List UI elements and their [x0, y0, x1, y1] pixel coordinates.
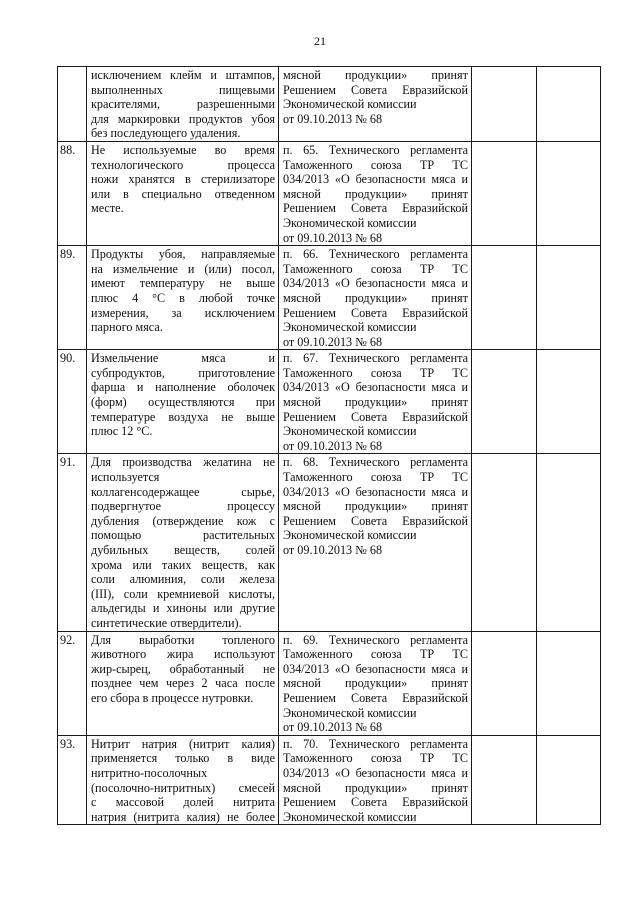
empty-cell-1: [472, 454, 537, 631]
empty-cell-1: [472, 67, 537, 142]
requirement-line: или в специально отведенном: [91, 186, 275, 201]
requirement-line: жир-сырец, обработанный не: [91, 661, 275, 676]
reference-cell: [279, 735, 472, 825]
requirement-cell: [87, 246, 279, 350]
reference-line: п. 70. Технического регламента: [283, 736, 468, 751]
reference-line: п. 67. Технического регламента: [283, 351, 468, 366]
reference-cell: [279, 631, 472, 735]
requirement-line: плюс 4 °С в любой точке: [91, 290, 275, 305]
reference-line: мясной продукции» принят: [283, 186, 468, 201]
reference-cell: [279, 454, 472, 631]
requirement-line: красителями, разрешенными: [91, 97, 275, 112]
empty-cell-2: [537, 631, 601, 735]
reference-line: Экономической комиссии: [283, 215, 417, 230]
reference-line: Таможенного союза ТР ТС: [283, 157, 468, 172]
requirement-line: фарша и наполнение оболочек: [91, 380, 275, 395]
reference-line: Таможенного союза ТР ТС: [283, 261, 468, 276]
row-number: 90.: [58, 350, 87, 454]
requirement-line: альдегиды и хиноны или другие: [91, 601, 275, 616]
requirement-line: хрома или таких веществ, как: [91, 557, 275, 572]
reference-line: п. 68. Технического регламента: [283, 455, 468, 470]
reference-line: п. 65. Технического регламента: [283, 142, 468, 157]
reference-line: от 09.10.2013 № 68: [283, 438, 383, 453]
reference-line: 034/2013 «О безопасности мяса и: [283, 380, 468, 395]
requirement-cell: [87, 454, 279, 631]
reference-line: Таможенного союза ТР ТС: [283, 751, 468, 766]
requirement-line: Продукты убоя, направляемые: [91, 247, 275, 262]
reference-line: 034/2013 «О безопасности мяса и: [283, 661, 468, 676]
requirement-line: Для производства желатина не: [91, 455, 275, 470]
empty-cell-1: [472, 141, 537, 245]
requirement-line: дубильных веществ, солей: [91, 543, 275, 557]
row-number: 92.: [58, 631, 87, 735]
requirements-table-body: [58, 67, 601, 825]
reference-line: Решением Совета Евразийской: [283, 795, 468, 810]
requirement-line: с массовой долей нитрита: [91, 795, 275, 810]
requirement-line: позднее чем через 2 часа после: [91, 676, 275, 691]
table-row: [58, 454, 601, 631]
row-number: [58, 67, 87, 142]
reference-line: п. 66. Технического регламента: [283, 247, 468, 262]
reference-line: от 09.10.2013 № 68: [283, 230, 383, 245]
reference-line: мясной продукции» принят: [283, 780, 468, 795]
requirement-line: без последующего удаления.: [91, 126, 241, 141]
empty-cell-2: [537, 735, 601, 825]
empty-cell-1: [472, 350, 537, 454]
requirement-line: (форм) осуществляются при: [91, 395, 275, 410]
reference-line: Таможенного союза ТР ТС: [283, 365, 468, 380]
reference-cell: [279, 141, 472, 245]
requirement-line: плюс 12 °С.: [91, 424, 153, 439]
reference-cell: [279, 67, 472, 142]
table-row: [58, 631, 601, 735]
reference-line: 034/2013 «О безопасности мяса и: [283, 172, 468, 187]
row-number: 88.: [58, 141, 87, 245]
requirement-cell: [87, 141, 279, 245]
row-number: 91.: [58, 454, 87, 631]
reference-line: Решением Совета Евразийской: [283, 409, 468, 424]
requirement-line: животного жира используют: [91, 647, 275, 662]
requirement-line: подвергнутое процессу: [91, 499, 275, 514]
requirement-line: ножи хранятся в стерилизаторе: [91, 172, 275, 187]
reference-line: Экономической комиссии: [283, 320, 417, 335]
reference-line: 034/2013 «О безопасности мяса и: [283, 765, 468, 780]
reference-line: Экономической комиссии: [283, 705, 417, 720]
requirement-cell: [87, 631, 279, 735]
empty-cell-2: [537, 246, 601, 350]
reference-line: 034/2013 «О безопасности мяса и: [283, 484, 468, 499]
requirement-line: синтетические отвердители).: [91, 615, 242, 630]
empty-cell-2: [537, 350, 601, 454]
requirement-line: на измельчение и (или) посол,: [91, 261, 275, 276]
reference-line: Экономической комиссии: [283, 97, 417, 112]
requirement-line: используется: [91, 470, 160, 485]
reference-line: мясной продукции» принят: [283, 395, 468, 410]
requirements-table: [57, 66, 601, 825]
requirement-line: Нитрит натрия (нитрит калия): [91, 736, 275, 751]
requirement-line: выполненных пищевыми: [91, 82, 275, 97]
reference-line: Решением Совета Евразийской: [283, 201, 468, 216]
requirement-line: субпродуктов, приготовление: [91, 365, 275, 380]
requirement-line: помощью растительных: [91, 528, 275, 543]
requirement-line: соли алюминия, соли железа: [91, 572, 275, 587]
row-number: 89.: [58, 246, 87, 350]
requirement-line: парного мяса.: [91, 320, 163, 335]
requirement-line: температуре воздуха не выше: [91, 409, 275, 424]
reference-line: Экономической комиссии: [283, 528, 417, 543]
requirement-line: Не используемые во время: [91, 142, 275, 157]
table-row: [58, 246, 601, 350]
reference-line: Экономической комиссии: [283, 424, 417, 439]
table-row: [58, 67, 601, 142]
requirement-line: дубления (отверждение кож с: [91, 513, 275, 528]
table-row: [58, 350, 601, 454]
reference-line: мясной продукции» принят: [283, 68, 468, 82]
requirement-line: для маркировки продуктов убоя: [91, 111, 275, 126]
reference-line: мясной продукции» принят: [283, 499, 468, 514]
requirement-cell: [87, 735, 279, 825]
requirement-line: применяется только в виде: [91, 751, 275, 766]
reference-line: Решением Совета Евразийской: [283, 690, 468, 705]
reference-line: Решением Совета Евразийской: [283, 82, 468, 97]
empty-cell-1: [472, 735, 537, 825]
requirement-cell: [87, 350, 279, 454]
requirement-line: нитритно-посолочных: [91, 765, 208, 780]
reference-cell: [279, 350, 472, 454]
reference-line: мясной продукции» принят: [283, 676, 468, 691]
reference-line: п. 69. Технического регламента: [283, 632, 468, 647]
requirement-line: исключением клейм и штампов,: [91, 68, 275, 82]
table-row: [58, 735, 601, 825]
requirement-line: (посолочно-нитритных) смесей: [91, 780, 275, 795]
table-row: [58, 141, 601, 245]
empty-cell-1: [472, 631, 537, 735]
reference-line: от 09.10.2013 № 68: [283, 543, 383, 557]
requirement-line: его сбора в процессе нутровки.: [91, 690, 254, 705]
reference-line: Решением Совета Евразийской: [283, 305, 468, 320]
requirement-line: Для выработки топленого: [91, 632, 275, 647]
reference-line: 034/2013 «О безопасности мяса и: [283, 276, 468, 291]
row-number: 93.: [58, 735, 87, 825]
requirement-line: имеют температуру не выше: [91, 276, 275, 291]
requirement-line: технологического процесса: [91, 157, 275, 172]
requirement-line: измерения, за исключением: [91, 305, 275, 320]
reference-line: от 09.10.2013 № 68: [283, 334, 383, 349]
requirement-line: (III), соли кремниевой кислоты,: [91, 586, 275, 601]
empty-cell-2: [537, 141, 601, 245]
requirement-line: коллагенсодержащее сырье,: [91, 484, 275, 499]
empty-cell-2: [537, 454, 601, 631]
reference-line: Решением Совета Евразийской: [283, 513, 468, 528]
reference-cell: [279, 246, 472, 350]
reference-line: от 09.10.2013 № 68: [283, 111, 383, 126]
reference-line: мясной продукции» принят: [283, 290, 468, 305]
reference-line: Таможенного союза ТР ТС: [283, 470, 468, 485]
empty-cell-2: [537, 67, 601, 142]
page-number: 21: [314, 34, 326, 48]
empty-cell-1: [472, 246, 537, 350]
requirement-line: натрия (нитрита калия) не более: [91, 809, 275, 824]
reference-line: Экономической комиссии: [283, 809, 417, 824]
requirement-cell: [87, 67, 279, 142]
reference-line: от 09.10.2013 № 68: [283, 720, 383, 735]
reference-line: Таможенного союза ТР ТС: [283, 647, 468, 662]
requirement-line: месте.: [91, 201, 124, 216]
requirement-line: Измельчение мяса и: [91, 351, 275, 366]
